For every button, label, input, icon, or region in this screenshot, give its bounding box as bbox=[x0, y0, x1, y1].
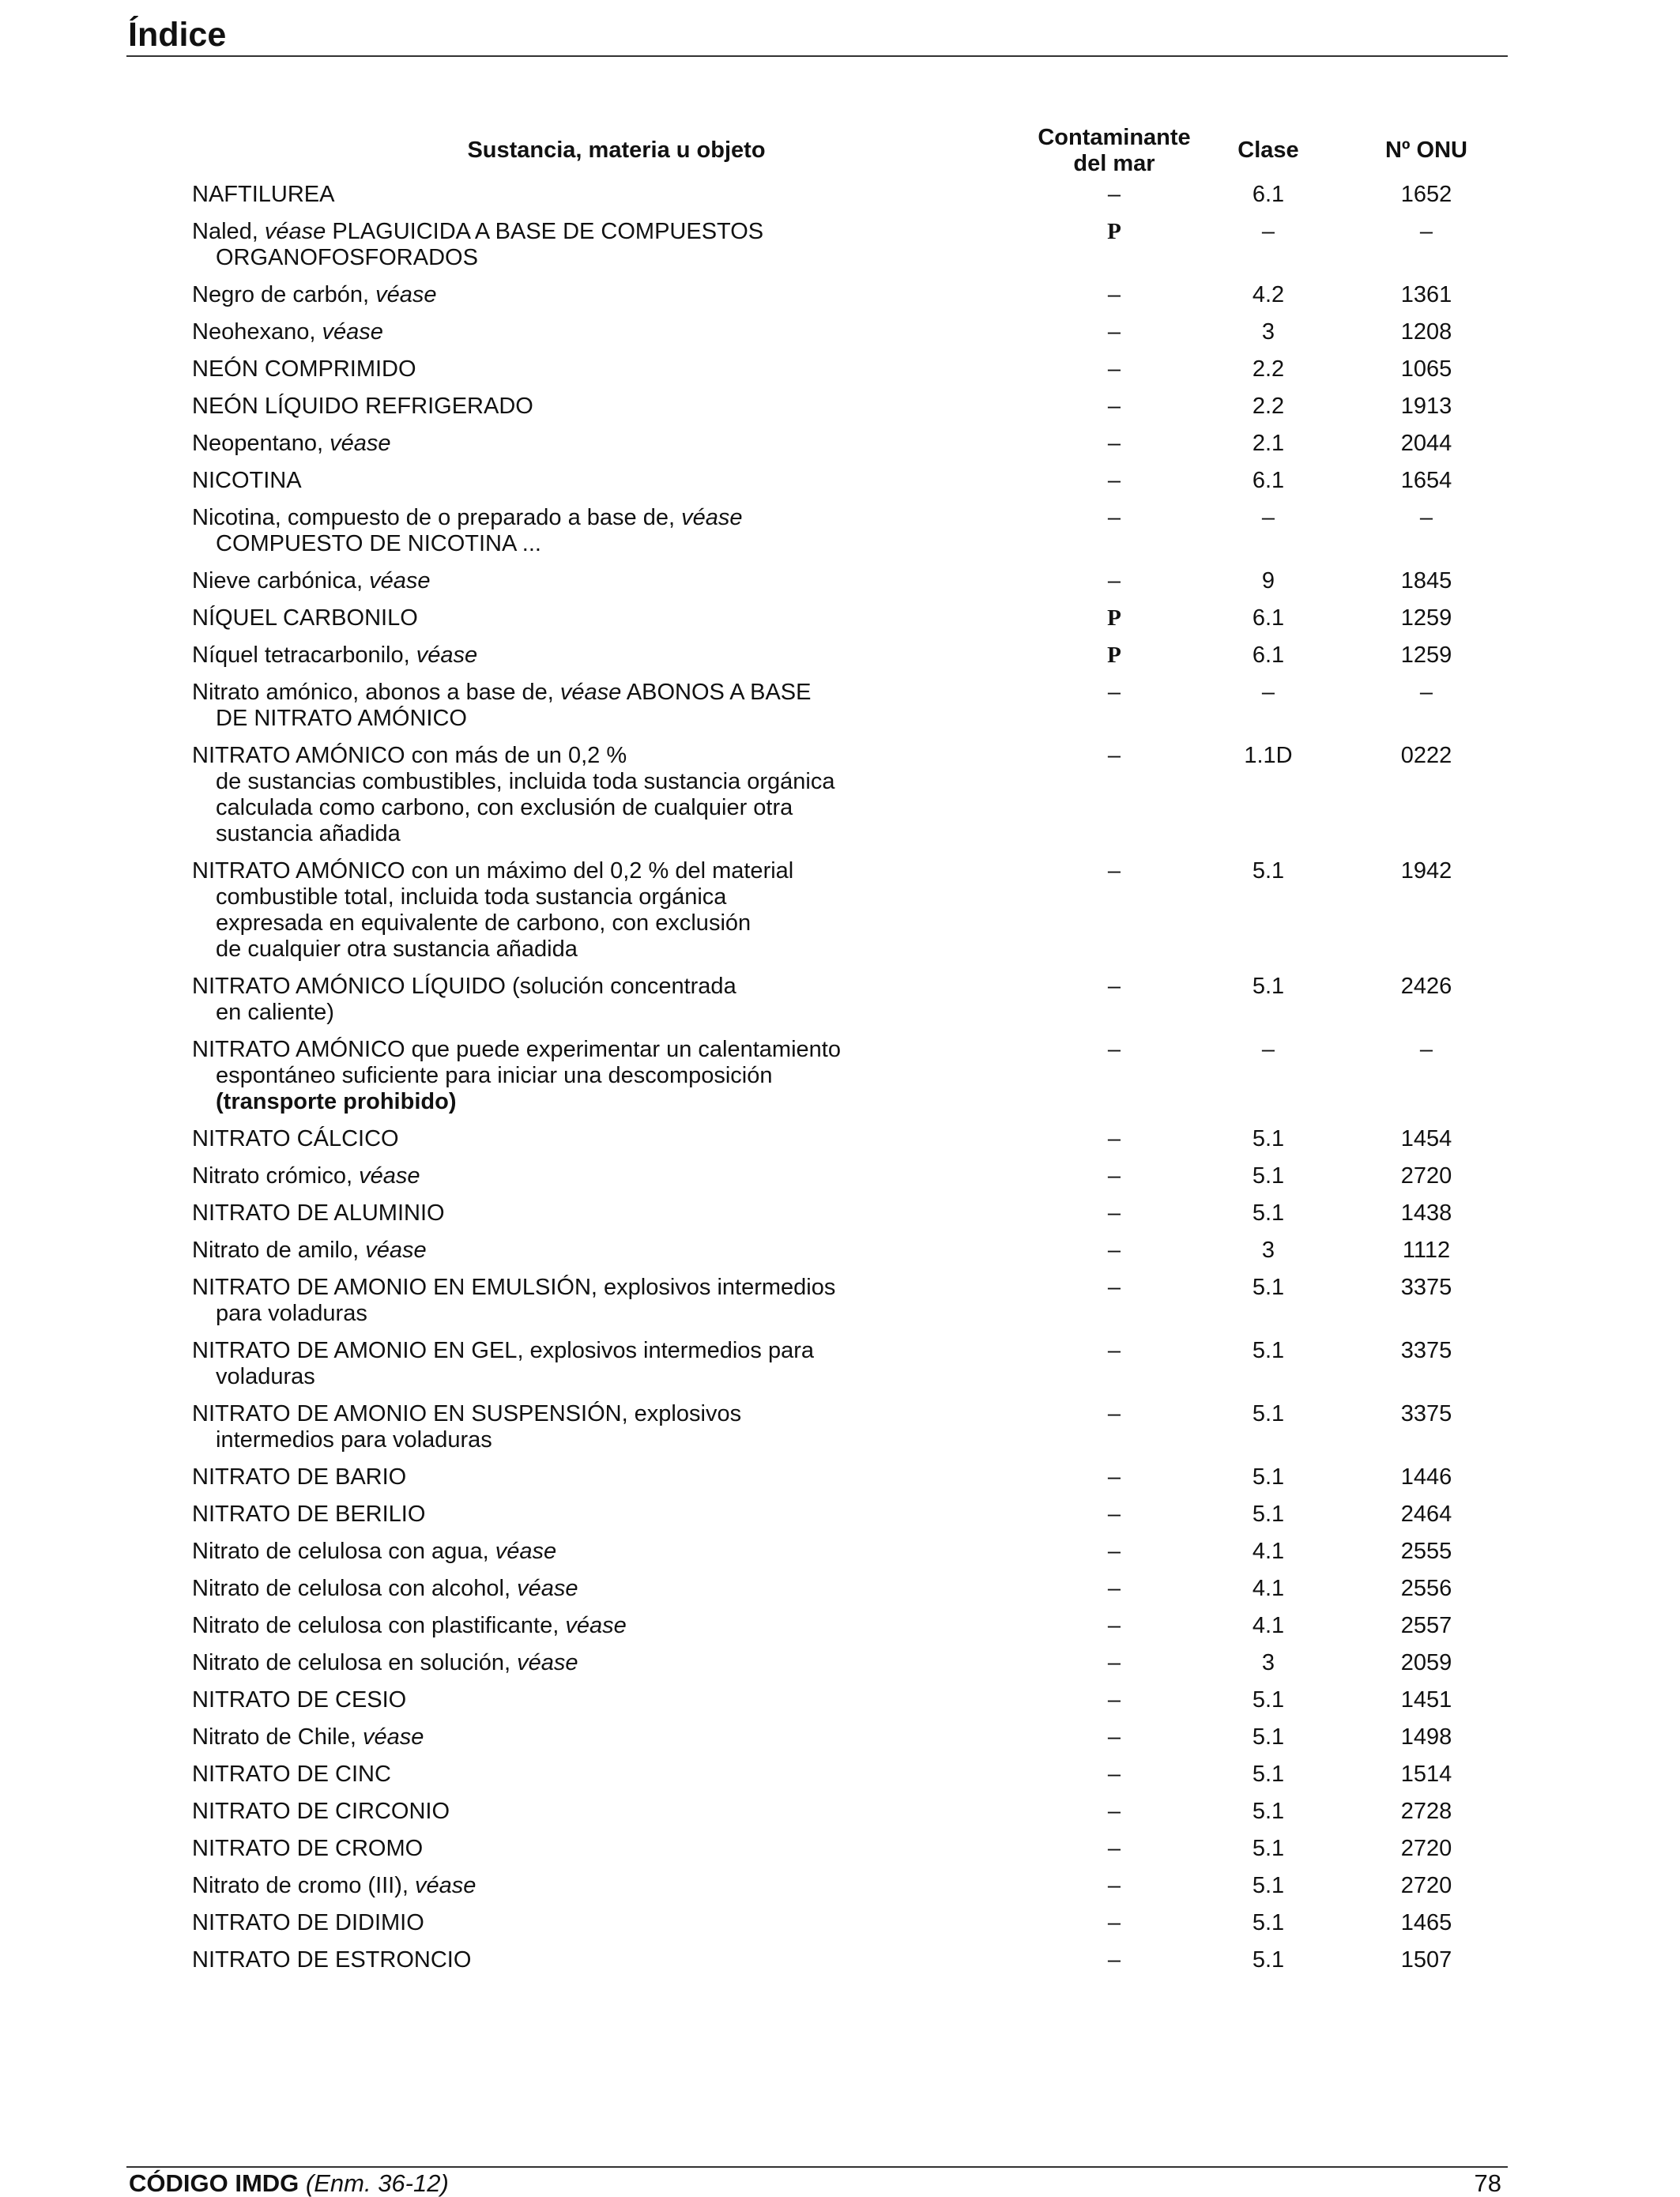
un-number-cell: 1259 bbox=[1400, 643, 1452, 668]
substance-text: NICOTINA bbox=[192, 468, 302, 493]
substance-line bbox=[192, 356, 416, 382]
substance-text: de sustancias combustibles, incluida toda sustancia orgánica bbox=[216, 769, 835, 794]
un-number-cell: 3375 bbox=[1400, 1275, 1452, 1300]
substance-line bbox=[192, 936, 793, 963]
substance-name bbox=[192, 1163, 420, 1189]
substance-name bbox=[192, 605, 418, 631]
marine-pollutant-cell: – bbox=[1107, 182, 1121, 207]
substance-line bbox=[192, 431, 391, 457]
see-reference: véase bbox=[363, 1724, 424, 1750]
marine-pollutant-cell: – bbox=[1107, 394, 1121, 419]
substance-line bbox=[192, 1799, 450, 1825]
substance-text: NITRATO AMÓNICO con un máximo del 0,2 % del material bbox=[192, 858, 794, 884]
marine-pollutant-cell: – bbox=[1107, 282, 1121, 307]
class-cell: 4.1 bbox=[1252, 1576, 1285, 1601]
substance-name bbox=[192, 1539, 556, 1565]
un-number-cell: – bbox=[1419, 505, 1433, 530]
substance-line bbox=[192, 319, 383, 345]
substance-line bbox=[192, 605, 418, 631]
class-cell: 5.1 bbox=[1252, 1947, 1285, 1973]
class-cell: 5.1 bbox=[1252, 1401, 1285, 1426]
substance-name bbox=[192, 1126, 399, 1152]
substance-line bbox=[192, 884, 793, 910]
un-number-cell: 1259 bbox=[1400, 605, 1452, 631]
substance-line bbox=[192, 1427, 741, 1453]
substance-line bbox=[192, 858, 793, 884]
substance-name bbox=[192, 568, 430, 594]
un-number-cell: 2720 bbox=[1400, 1873, 1452, 1898]
substance-line bbox=[192, 1126, 399, 1152]
substance-name bbox=[192, 1799, 450, 1825]
class-cell: 5.1 bbox=[1252, 1338, 1285, 1363]
see-reference: véase bbox=[415, 1873, 477, 1898]
substance-name bbox=[192, 1724, 424, 1750]
class-cell: 5.1 bbox=[1252, 1873, 1285, 1898]
un-number-cell: 2044 bbox=[1400, 431, 1452, 456]
un-number-cell: 2555 bbox=[1400, 1539, 1452, 1564]
header-divider bbox=[126, 55, 1508, 57]
substance-text: NITRATO AMÓNICO con más de un 0,2 % bbox=[192, 743, 627, 768]
substance-text: DE NITRATO AMÓNICO bbox=[216, 706, 467, 731]
class-cell: 5.1 bbox=[1252, 1799, 1285, 1824]
substance-text: Nitrato amónico, abonos a base de, bbox=[192, 680, 560, 705]
substance-line bbox=[192, 1200, 445, 1227]
marine-pollutant-cell: – bbox=[1107, 1502, 1121, 1527]
substance-text: Níquel tetracarbonilo, bbox=[192, 643, 416, 668]
marine-pollutant-cell: – bbox=[1107, 1338, 1121, 1363]
substance-line bbox=[192, 1364, 814, 1390]
substance-line bbox=[192, 1947, 471, 1973]
substance-line bbox=[192, 795, 834, 821]
substance-line bbox=[192, 1163, 420, 1189]
see-reference: véase bbox=[559, 680, 622, 705]
substance-text: NITRATO DE CIRCONIO bbox=[192, 1799, 450, 1824]
substance-name bbox=[192, 1650, 578, 1676]
marine-pollutant-cell: – bbox=[1107, 1200, 1121, 1226]
marine-pollutant-cell: – bbox=[1107, 743, 1121, 768]
class-cell: 5.1 bbox=[1252, 1762, 1285, 1787]
class-cell: 4.1 bbox=[1252, 1539, 1285, 1564]
substance-line bbox=[192, 1650, 578, 1676]
see-reference: véase bbox=[369, 568, 431, 594]
see-reference: véase bbox=[495, 1539, 557, 1564]
marine-pollutant-cell: – bbox=[1107, 319, 1121, 345]
class-cell: 6.1 bbox=[1252, 468, 1285, 493]
class-cell: 5.1 bbox=[1252, 1163, 1285, 1189]
substance-name bbox=[192, 1836, 423, 1862]
un-number-cell: 0222 bbox=[1400, 743, 1452, 768]
substance-text: combustible total, incluida toda sustancia orgánica bbox=[216, 884, 727, 910]
substance-line bbox=[192, 219, 763, 245]
un-number-cell: – bbox=[1419, 680, 1433, 705]
page-title: Índice bbox=[128, 16, 227, 54]
substance-text: NEÓN LÍQUIDO REFRIGERADO bbox=[192, 394, 533, 419]
substance-text: Nitrato crómico, bbox=[192, 1163, 360, 1189]
class-cell: 3 bbox=[1261, 1238, 1275, 1263]
substance-text: voladuras bbox=[216, 1364, 315, 1389]
substance-text: Nitrato de amilo, bbox=[192, 1238, 366, 1263]
substance-text: Nitrato de Chile, bbox=[192, 1724, 363, 1750]
marine-pollutant-cell: – bbox=[1107, 356, 1121, 382]
un-number-cell: 2556 bbox=[1400, 1576, 1452, 1601]
substance-text: NITRATO DE ALUMINIO bbox=[192, 1200, 445, 1226]
substance-line bbox=[192, 1301, 835, 1327]
class-cell: 2.1 bbox=[1252, 431, 1285, 456]
un-number-cell: 1451 bbox=[1400, 1687, 1452, 1713]
substance-line bbox=[192, 1238, 427, 1264]
marine-pollutant-cell: – bbox=[1107, 1613, 1121, 1638]
substance-text: en caliente) bbox=[216, 1000, 334, 1025]
page-number: 78 bbox=[1474, 2169, 1501, 2197]
un-number-cell: 1845 bbox=[1400, 568, 1452, 594]
substance-name bbox=[192, 282, 437, 308]
substance-line bbox=[192, 910, 793, 936]
substance-line bbox=[192, 1000, 736, 1026]
substance-text: calculada como carbono, con exclusión de cualquier otra bbox=[216, 795, 793, 820]
substance-name bbox=[192, 1200, 445, 1227]
substance-text: NITRATO DE AMONIO EN SUSPENSIÓN, explosivos bbox=[192, 1401, 742, 1426]
substance-name bbox=[192, 1502, 425, 1528]
un-number-cell: 3375 bbox=[1400, 1401, 1452, 1426]
un-number-cell: 1654 bbox=[1400, 468, 1452, 493]
footer-code: CÓDIGO IMDG bbox=[129, 2169, 299, 2197]
substance-text: NITRATO AMÓNICO LÍQUIDO (solución concentrada bbox=[192, 974, 736, 999]
column-header-marine-pollutant: Contaminante del mar bbox=[1038, 125, 1191, 176]
substance-line bbox=[192, 1613, 627, 1639]
marine-pollutant-cell: – bbox=[1107, 431, 1121, 456]
marine-pollutant-cell: – bbox=[1107, 1947, 1121, 1973]
substance-text: Nitrato de cromo (III), bbox=[192, 1873, 416, 1898]
substance-name bbox=[192, 1401, 741, 1453]
column-header-un-number: Nº ONU bbox=[1384, 138, 1468, 163]
substance-line bbox=[192, 1089, 841, 1115]
marine-pollutant-cell: – bbox=[1107, 1910, 1121, 1935]
class-cell: – bbox=[1261, 680, 1275, 705]
un-number-cell: 1465 bbox=[1400, 1910, 1452, 1935]
class-cell: – bbox=[1261, 505, 1275, 530]
substance-name bbox=[192, 182, 334, 208]
substance-line bbox=[192, 1275, 835, 1301]
substance-text: Nitrato de celulosa con agua, bbox=[192, 1539, 495, 1564]
see-reference: véase bbox=[517, 1576, 578, 1601]
marine-pollutant-cell: – bbox=[1107, 974, 1121, 999]
marine-pollutant-cell: – bbox=[1107, 680, 1121, 705]
substance-text: expresada en equivalente de carbono, con exclusión bbox=[216, 910, 751, 936]
substance-line bbox=[192, 1873, 476, 1899]
un-number-cell: – bbox=[1419, 1037, 1433, 1062]
un-number-cell: 2426 bbox=[1400, 974, 1452, 999]
substance-name bbox=[192, 431, 391, 457]
class-cell: 6.1 bbox=[1252, 182, 1285, 207]
marine-pollutant-cell: – bbox=[1107, 1687, 1121, 1713]
class-cell: 6.1 bbox=[1252, 643, 1285, 668]
substance-name bbox=[192, 219, 763, 271]
see-reference: véase bbox=[416, 643, 478, 668]
class-cell: 4.2 bbox=[1252, 282, 1285, 307]
substance-text: Nitrato de celulosa en solución, bbox=[192, 1650, 518, 1675]
class-cell: 3 bbox=[1261, 1650, 1275, 1675]
substance-name bbox=[192, 1873, 476, 1899]
marine-pollutant-cell: – bbox=[1107, 1762, 1121, 1787]
substance-text: NITRATO AMÓNICO que puede experimentar un calentamiento bbox=[192, 1037, 841, 1062]
see-reference: véase bbox=[359, 1163, 420, 1189]
substance-line bbox=[192, 680, 811, 706]
marine-pollutant-cell: – bbox=[1107, 858, 1121, 884]
substance-line bbox=[192, 1338, 814, 1364]
substance-line bbox=[192, 1063, 841, 1089]
substance-text: Neopentano, bbox=[192, 431, 330, 456]
substance-text: de cualquier otra sustancia añadida bbox=[216, 936, 578, 962]
substance-name bbox=[192, 1238, 427, 1264]
substance-text: ABONOS A BASE bbox=[621, 680, 812, 705]
see-reference: véase bbox=[681, 505, 743, 530]
marine-pollutant-cell: – bbox=[1107, 1539, 1121, 1564]
class-cell: 5.1 bbox=[1252, 1836, 1285, 1861]
un-number-cell: 2720 bbox=[1400, 1836, 1452, 1861]
substance-name bbox=[192, 680, 811, 732]
substance-text: NITRATO DE BERILIO bbox=[192, 1502, 426, 1527]
substance-text: Naled, bbox=[192, 219, 265, 244]
substance-line bbox=[192, 468, 302, 494]
marine-pollutant-cell: – bbox=[1107, 1238, 1121, 1263]
substance-line bbox=[192, 706, 811, 732]
class-cell: 5.1 bbox=[1252, 1910, 1285, 1935]
un-number-cell: 1507 bbox=[1400, 1947, 1452, 1973]
substance-text: Negro de carbón, bbox=[192, 282, 376, 307]
substance-line bbox=[192, 1539, 556, 1565]
class-cell: 5.1 bbox=[1252, 1502, 1285, 1527]
substance-name bbox=[192, 1338, 814, 1390]
marine-pollutant-cell: – bbox=[1107, 1836, 1121, 1861]
class-cell: – bbox=[1261, 1037, 1275, 1062]
un-number-cell: 1446 bbox=[1400, 1464, 1452, 1490]
un-number-cell: 1065 bbox=[1400, 356, 1452, 382]
substance-line bbox=[192, 1762, 391, 1788]
marine-pollutant-cell: – bbox=[1107, 1275, 1121, 1300]
substance-line bbox=[192, 568, 430, 594]
marine-pollutant-cell: – bbox=[1107, 1464, 1121, 1490]
substance-name bbox=[192, 1947, 471, 1973]
substance-text: NITRATO DE CROMO bbox=[192, 1836, 424, 1861]
substance-text: (transporte prohibido) bbox=[216, 1089, 457, 1114]
substance-name bbox=[192, 858, 793, 963]
un-number-cell: 2557 bbox=[1400, 1613, 1452, 1638]
substance-name bbox=[192, 319, 383, 345]
un-number-cell: 1361 bbox=[1400, 282, 1452, 307]
un-number-cell: 1438 bbox=[1400, 1200, 1452, 1226]
marine-pollutant-cell: – bbox=[1107, 468, 1121, 493]
substance-line bbox=[192, 505, 742, 531]
substance-line bbox=[192, 1836, 423, 1862]
footer-document-title bbox=[129, 2170, 449, 2197]
substance-name bbox=[192, 1613, 627, 1639]
see-reference: véase bbox=[330, 431, 391, 456]
substance-text: NEÓN COMPRIMIDO bbox=[192, 356, 416, 382]
substance-text: intermedios para voladuras bbox=[216, 1427, 492, 1453]
see-reference: véase bbox=[322, 319, 383, 345]
un-number-cell: 1913 bbox=[1400, 394, 1452, 419]
class-cell: 4.1 bbox=[1252, 1613, 1285, 1638]
substance-text: NITRATO DE DIDIMIO bbox=[192, 1910, 424, 1935]
substance-line bbox=[192, 182, 334, 208]
class-cell: 5.1 bbox=[1252, 1275, 1285, 1300]
substance-line bbox=[192, 531, 742, 557]
substance-line bbox=[192, 1724, 424, 1750]
marine-pollutant-cell: – bbox=[1107, 1163, 1121, 1189]
substance-name bbox=[192, 356, 416, 382]
class-cell: 5.1 bbox=[1252, 858, 1285, 884]
see-reference: véase bbox=[517, 1650, 578, 1675]
marine-pollutant-cell: P bbox=[1107, 643, 1121, 668]
substance-line bbox=[192, 1401, 741, 1427]
substance-name bbox=[192, 1910, 424, 1936]
un-number-cell: 2059 bbox=[1400, 1650, 1452, 1675]
substance-text: NITRATO CÁLCICO bbox=[192, 1126, 399, 1151]
substance-line bbox=[192, 394, 533, 420]
marine-pollutant-cell: – bbox=[1107, 1799, 1121, 1824]
see-reference: véase bbox=[365, 1238, 427, 1263]
substance-text: NITRATO DE AMONIO EN EMULSIÓN, explosivos intermedios bbox=[192, 1275, 836, 1300]
substance-text: espontáneo suficiente para iniciar una descomposición bbox=[216, 1063, 773, 1088]
class-cell: 3 bbox=[1261, 319, 1275, 345]
substance-line bbox=[192, 743, 834, 769]
substance-name bbox=[192, 643, 477, 669]
marine-pollutant-cell: – bbox=[1107, 1576, 1121, 1601]
un-number-cell: 1514 bbox=[1400, 1762, 1452, 1787]
un-number-cell: 1942 bbox=[1400, 858, 1452, 884]
substance-line bbox=[192, 282, 437, 308]
class-cell: 5.1 bbox=[1252, 1687, 1285, 1713]
un-number-cell: 1112 bbox=[1402, 1238, 1451, 1263]
substance-text: para voladuras bbox=[216, 1301, 367, 1326]
substance-line bbox=[192, 1502, 425, 1528]
substance-line bbox=[192, 1037, 841, 1063]
un-number-cell: 1498 bbox=[1400, 1724, 1452, 1750]
substance-text: ORGANOFOSFORADOS bbox=[216, 245, 478, 270]
marine-pollutant-cell: – bbox=[1107, 505, 1121, 530]
substance-name bbox=[192, 1275, 835, 1327]
class-cell: 5.1 bbox=[1252, 974, 1285, 999]
substance-line bbox=[192, 1464, 406, 1490]
column-header-substance: Sustancia, materia u objeto bbox=[467, 138, 766, 163]
substance-line bbox=[192, 1910, 424, 1936]
un-number-cell: – bbox=[1419, 219, 1433, 244]
substance-text: NITRATO DE BARIO bbox=[192, 1464, 407, 1490]
substance-text: NAFTILUREA bbox=[192, 182, 335, 207]
substance-line bbox=[192, 769, 834, 795]
substance-name bbox=[192, 1037, 841, 1115]
substance-text: NITRATO DE CINC bbox=[192, 1762, 391, 1787]
marine-pollutant-cell: – bbox=[1107, 568, 1121, 594]
marine-pollutant-cell: P bbox=[1107, 219, 1121, 244]
marine-pollutant-cell: – bbox=[1107, 1650, 1121, 1675]
class-cell: 9 bbox=[1261, 568, 1275, 594]
substance-line bbox=[192, 1687, 406, 1713]
substance-text: Neohexano, bbox=[192, 319, 322, 345]
substance-name bbox=[192, 974, 736, 1026]
substance-name bbox=[192, 394, 533, 420]
substance-text: Nitrato de celulosa con alcohol, bbox=[192, 1576, 518, 1601]
substance-line bbox=[192, 643, 477, 669]
marine-pollutant-cell: – bbox=[1107, 1873, 1121, 1898]
class-cell: 5.1 bbox=[1252, 1724, 1285, 1750]
marine-pollutant-cell: – bbox=[1107, 1037, 1121, 1062]
marine-pollutant-cell: – bbox=[1107, 1401, 1121, 1426]
un-number-cell: 1454 bbox=[1400, 1126, 1452, 1151]
substance-name bbox=[192, 1576, 578, 1602]
footer-divider bbox=[126, 2166, 1508, 2168]
substance-name bbox=[192, 505, 742, 557]
substance-line bbox=[192, 974, 736, 1000]
substance-line bbox=[192, 245, 763, 271]
substance-name bbox=[192, 1762, 391, 1788]
substance-name bbox=[192, 1464, 406, 1490]
substance-text: Nitrato de celulosa con plastificante, bbox=[192, 1613, 566, 1638]
substance-name bbox=[192, 743, 834, 847]
column-header-class: Clase bbox=[1237, 138, 1299, 163]
substance-line bbox=[192, 821, 834, 847]
substance-line bbox=[192, 1576, 578, 1602]
un-number-cell: 1208 bbox=[1400, 319, 1452, 345]
un-number-cell: 2464 bbox=[1400, 1502, 1452, 1527]
class-cell: 6.1 bbox=[1252, 605, 1285, 631]
marine-pollutant-cell: – bbox=[1107, 1126, 1121, 1151]
marine-pollutant-cell: P bbox=[1107, 605, 1121, 631]
substance-text: Nicotina, compuesto de o preparado a base de, bbox=[192, 505, 682, 530]
class-cell: 1.1D bbox=[1244, 743, 1293, 768]
un-number-cell: 2728 bbox=[1400, 1799, 1452, 1824]
see-reference: véase bbox=[375, 282, 437, 307]
footer-amendment: (Enm. 36-12) bbox=[305, 2169, 449, 2197]
class-cell: 5.1 bbox=[1252, 1464, 1285, 1490]
class-cell: 2.2 bbox=[1252, 356, 1285, 382]
un-number-cell: 2720 bbox=[1400, 1163, 1452, 1189]
substance-text: NITRATO DE AMONIO EN GEL, explosivos intermedios para bbox=[192, 1338, 815, 1363]
un-number-cell: 3375 bbox=[1400, 1338, 1452, 1363]
class-cell: 2.2 bbox=[1252, 394, 1285, 419]
marine-pollutant-cell: – bbox=[1107, 1724, 1121, 1750]
class-cell: 5.1 bbox=[1252, 1126, 1285, 1151]
class-cell: 5.1 bbox=[1252, 1200, 1285, 1226]
class-cell: – bbox=[1261, 219, 1275, 244]
substance-text: NÍQUEL CARBONILO bbox=[192, 605, 418, 631]
substance-name bbox=[192, 468, 302, 494]
substance-name bbox=[192, 1687, 406, 1713]
substance-text: NITRATO DE CESIO bbox=[192, 1687, 407, 1713]
substance-text: PLAGUICIDA A BASE DE COMPUESTOS bbox=[326, 219, 764, 244]
substance-text: COMPUESTO DE NICOTINA ... bbox=[216, 531, 541, 556]
substance-text: sustancia añadida bbox=[216, 821, 401, 846]
see-reference: véase bbox=[264, 219, 326, 244]
un-number-cell: 1652 bbox=[1400, 182, 1452, 207]
substance-text: Nieve carbónica, bbox=[192, 568, 370, 594]
see-reference: véase bbox=[565, 1613, 627, 1638]
substance-text: NITRATO DE ESTRONCIO bbox=[192, 1947, 472, 1973]
